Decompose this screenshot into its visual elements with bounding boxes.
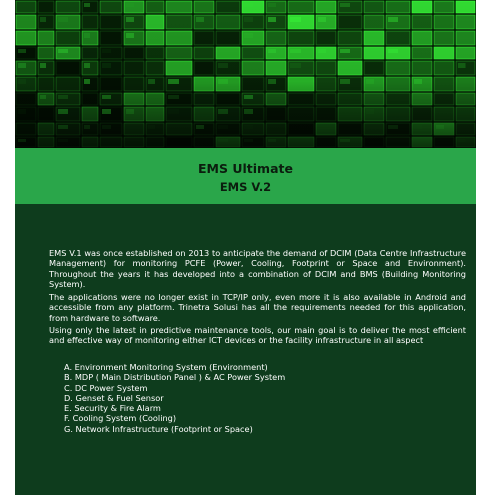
list-item: B. MDP ( Main Distribution Panel ) & AC Power System (64, 372, 286, 383)
product-title-banner (15, 148, 476, 204)
list-item: G. Network Infrastructure (Footprint or Space) (64, 423, 253, 434)
intro-paragraph: EMS V.1 was once established on 2013 to anticipate the demand of DCIM (Data Centre Infrastructure Management) for monitoring PCFE (Power, Cooling, Footprint or Space and Environment). Throughout the years it has developed into a combination of DCIM and BMS (Building Monitoring System). (49, 248, 466, 290)
list-item: F. Cooling System (Cooling) (64, 413, 177, 424)
list-item: E. Security & Fire Alarm (64, 403, 161, 414)
goal-paragraph: Using only the latest in predictive maintenance tools, our main goal is to deliver the most efficient and effective way of monitoring either ICT devices or the facility infrastructure in all aspect (49, 325, 466, 346)
description-panel (15, 204, 476, 495)
green-grid-banner-image (15, 0, 476, 148)
list-item: A. Environment Monitoring System (Environment) (64, 362, 268, 372)
green-grid-graphic (15, 0, 476, 148)
platform-paragraph: The applications were no longer exist in TCP/IP only, even more it is also available in Android and accessible from any platform. Trinetra Solusi has all the requirements needed for this application, from hardware to software. (49, 292, 466, 323)
grid-shade (15, 0, 476, 148)
monitoring-systems-list (64, 362, 444, 434)
list-item: C. DC Power System (64, 382, 148, 393)
product-title: EMS Ultimate (198, 161, 293, 176)
list-item: D. Genset & Fuel Sensor (64, 392, 164, 403)
product-version: EMS V.2 (219, 180, 272, 194)
